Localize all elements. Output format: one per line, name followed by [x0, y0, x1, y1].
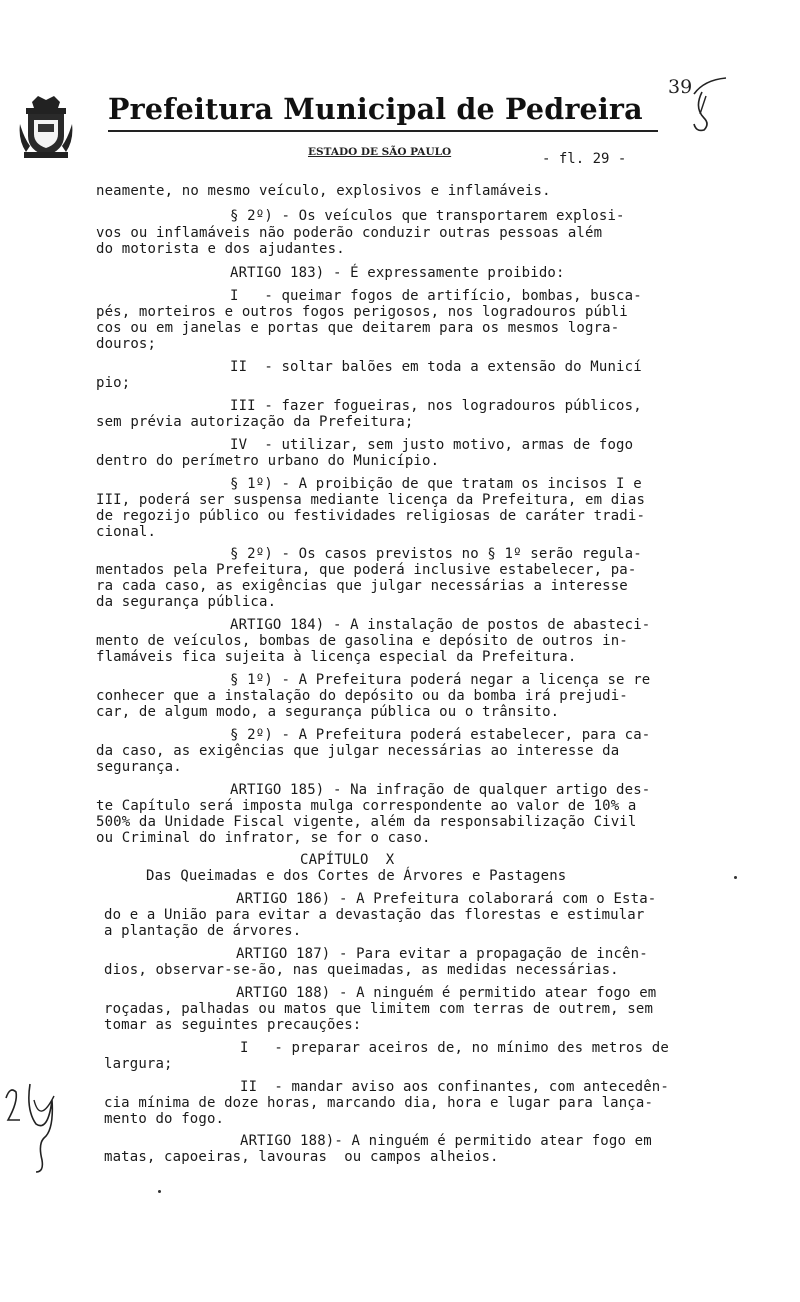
body-line: ARTIGO 185) - Na infração de qualquer artigo des-	[230, 782, 651, 798]
handwritten-signature-icon	[664, 74, 738, 134]
body-line: ARTIGO 188)- A ninguém é permitido atear fogo em	[240, 1133, 652, 1149]
body-line: ARTIGO 184) - A instalação de postos de abasteci-	[230, 617, 651, 633]
body-line: sem prévia autorização da Prefeitura;	[96, 414, 414, 430]
body-line: II - soltar balões em toda a extensão do Municí	[230, 359, 642, 375]
body-line: ARTIGO 188) - A ninguém é permitido atear fogo em	[236, 985, 657, 1001]
body-line: cia mínima de doze horas, marcando dia, hora e lugar para lança-	[104, 1095, 654, 1111]
body-line: II - mandar aviso aos confinantes, com antecedên-	[240, 1079, 669, 1095]
body-line: pés, morteiros e outros fogos perigosos, nos logradouros públi	[96, 304, 628, 320]
body-line: IV - utilizar, sem justo motivo, armas de fogo	[230, 437, 634, 453]
body-line: § 2º) - Os veículos que transportarem explosi-	[230, 208, 625, 224]
body-line: ARTIGO 186) - A Prefeitura colaborará com o Esta-	[236, 891, 657, 907]
body-line: da segurança pública.	[96, 594, 277, 610]
stamp-number: 39	[668, 76, 693, 98]
body-line: § 2º) - Os casos previstos no § 1º serão regula-	[230, 546, 642, 562]
body-line: dentro do perímetro urbano do Município.	[96, 453, 440, 469]
body-line: mentados pela Prefeitura, que poderá inclusive estabelecer, pa-	[96, 562, 637, 578]
page-title: Prefeitura Municipal de Pedreira	[108, 92, 643, 126]
chapter-subheading: Das Queimadas e dos Cortes de Árvores e Pastagens	[146, 868, 567, 884]
body-line: ARTIGO 187) - Para evitar a propagação de incên-	[236, 946, 648, 962]
body-line: do e a União para evitar a devastação das florestas e estimular	[104, 907, 645, 923]
page-number: - fl. 29 -	[542, 151, 627, 167]
body-line: I - preparar aceiros de, no mínimo des metros de	[240, 1040, 669, 1056]
speck	[734, 876, 737, 879]
body-line: § 2º) - A Prefeitura poderá estabelecer, para ca-	[230, 727, 651, 743]
body-line: neamente, no mesmo veículo, explosivos e inflamáveis.	[96, 183, 551, 199]
body-line: ra cada caso, as exigências que julgar necessárias a interesse	[96, 578, 628, 594]
body-line: § 1º) - A Prefeitura poderá negar a licença se re	[230, 672, 651, 688]
body-line: do motorista e dos ajudantes.	[96, 241, 345, 257]
body-line: car, de algum modo, a segurança pública ou o trânsito.	[96, 704, 560, 720]
body-line: roçadas, palhadas ou matos que limitem com terras de outrem, sem	[104, 1001, 654, 1017]
body-line: cional.	[96, 524, 157, 540]
body-line: 500% da Unidade Fiscal vigente, além da responsabilização Civil	[96, 814, 637, 830]
body-line: tomar as seguintes precauções:	[104, 1017, 362, 1033]
body-line: III, poderá ser suspensa mediante licença da Prefeitura, em dias	[96, 492, 646, 508]
body-line: dios, observar-se-ão, nas queimadas, as medidas necessárias.	[104, 962, 619, 978]
body-line: ou Criminal do infrator, se for o caso.	[96, 830, 431, 846]
body-line: mento de veículos, bombas de gasolina e depósito de outros in-	[96, 633, 628, 649]
body-line: douros;	[96, 336, 157, 352]
body-line: pio;	[96, 375, 131, 391]
body-line: a plantação de árvores.	[104, 923, 302, 939]
body-line: de regozijo público ou festividades religiosas de caráter tradi-	[96, 508, 646, 524]
title-underline	[108, 130, 658, 132]
body-line: III - fazer fogueiras, nos logradouros públicos,	[230, 398, 642, 414]
body-line: te Capítulo será imposta mulga correspondente ao valor de 10% a	[96, 798, 637, 814]
chapter-heading: CAPÍTULO X	[300, 852, 395, 868]
body-line: conhecer que a instalação do depósito ou da bomba irá prejudi-	[96, 688, 628, 704]
body-line: cos ou em janelas e portas que deitarem para os mesmos logra-	[96, 320, 620, 336]
margin-handwriting-icon	[0, 1080, 66, 1176]
body-line: da caso, as exigências que julgar necessárias ao interesse da	[96, 743, 620, 759]
body-line: segurança.	[96, 759, 182, 775]
body-line: flamáveis fica sujeita à licença especial da Prefeitura.	[96, 649, 577, 665]
body-line: matas, capoeiras, lavouras ou campos alheios.	[104, 1149, 499, 1165]
state-subtitle: ESTADO DE SÃO PAULO	[308, 146, 452, 158]
coat-of-arms-icon	[18, 94, 74, 160]
body-line: § 1º) - A proibição de que tratam os incisos I e	[230, 476, 642, 492]
speck	[158, 1190, 161, 1193]
body-line: I - queimar fogos de artifício, bombas, busca-	[230, 288, 642, 304]
body-line: mento do fogo.	[104, 1111, 225, 1127]
body-line: largura;	[104, 1056, 173, 1072]
body-line: ARTIGO 183) - É expressamente proibido:	[230, 265, 565, 281]
body-line: vos ou inflamáveis não poderão conduzir outras pessoas além	[96, 225, 603, 241]
